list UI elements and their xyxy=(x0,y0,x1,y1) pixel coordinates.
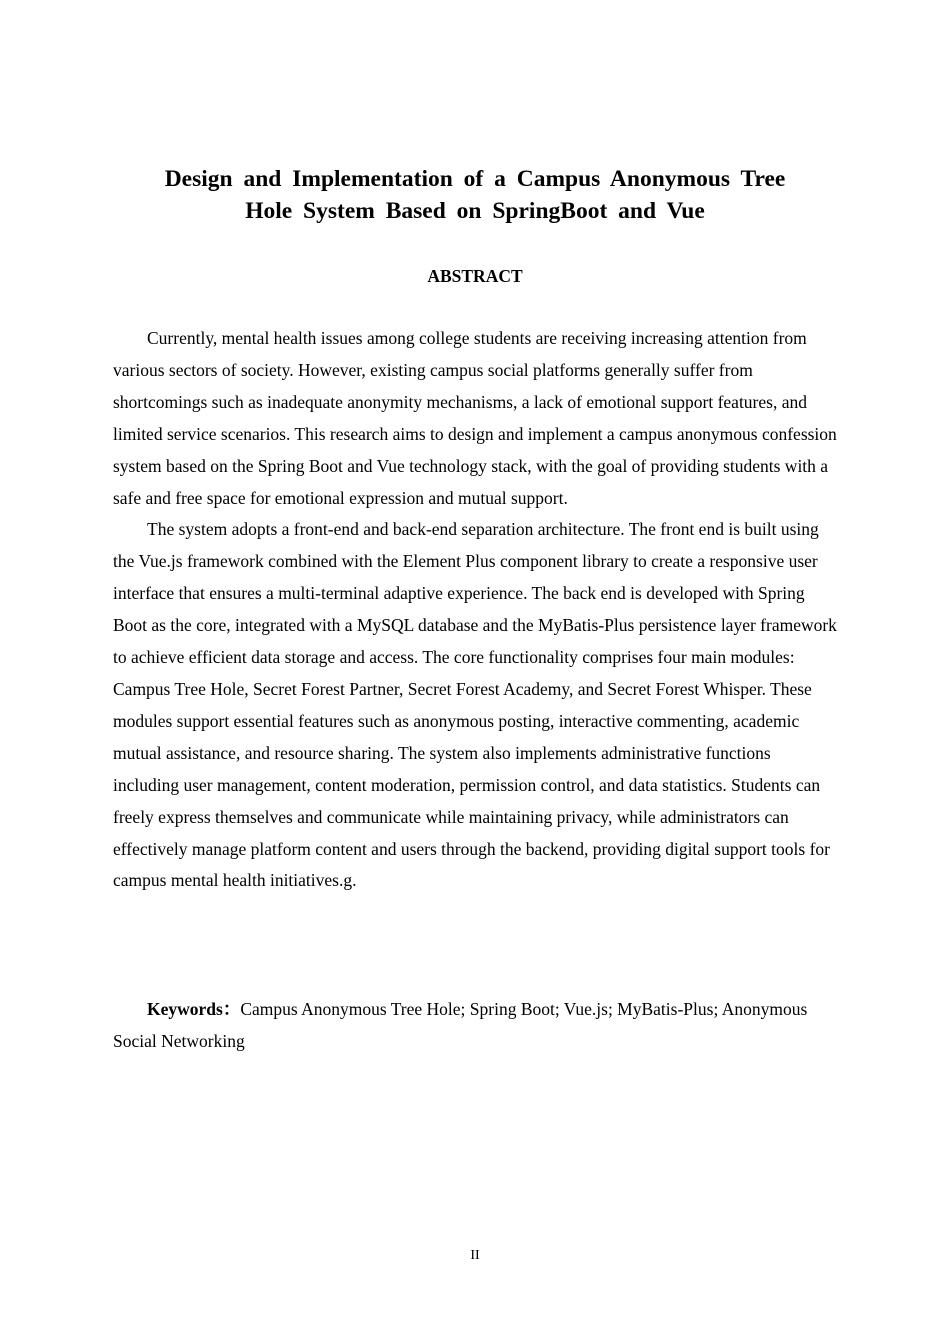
abstract-paragraph-2: The system adopts a front-end and back-end separation architecture. The front end is built using the Vue.js framework combined with the Element Plus component library to create a responsive user interface that ensures a multi-terminal adaptive experience. The back end is developed with Spring Boot as the core, integrated with a MySQL database and the MyBatis-Plus persistence layer framework to achieve efficient data storage and access. The core functionality comprises four main modules: Campus Tree Hole, Secret Forest Partner, Secret Forest Academy, and Secret Forest Whisper. These modules support essential features such as anonymous posting, interactive commenting, academic mutual assistance, and resource sharing. The system also implements administrative functions including user management, content moderation, permission control, and data statistics. Students can freely express themselves and communicate while maintaining privacy, while administrators can effectively manage platform content and users through the backend, providing digital support tools for campus mental health initiatives.g. xyxy=(113,519,837,891)
abstract-body xyxy=(113,323,839,897)
keywords-line xyxy=(113,994,839,1058)
abstract-heading: ABSTRACT xyxy=(427,266,523,286)
keywords-label: Keywords： xyxy=(147,999,241,1019)
keywords-text: Campus Anonymous Tree Hole; Spring Boot; Vue.js; MyBatis-Plus; Anonymous Social Networking xyxy=(113,999,808,1051)
paper-title xyxy=(113,163,837,227)
abstract-paragraph-1: Currently, mental health issues among college students are receiving increasing attention from various sectors of society. However, existing campus social platforms generally suffer from shortcomings such as inadequate anonymity mechanisms, a lack of emotional support features, and limited service scenarios. This research aims to design and implement a campus anonymous confession system based on the Spring Boot and Vue technology stack, with the goal of providing students with a safe and free space for emotional expression and mutual support. xyxy=(113,328,837,508)
title-line-2: Hole System Based on SpringBoot and Vue xyxy=(245,198,705,224)
title-line-1: Design and Implementation of a Campus Anonymous Tree xyxy=(164,166,786,192)
page-number: II xyxy=(470,1248,480,1263)
